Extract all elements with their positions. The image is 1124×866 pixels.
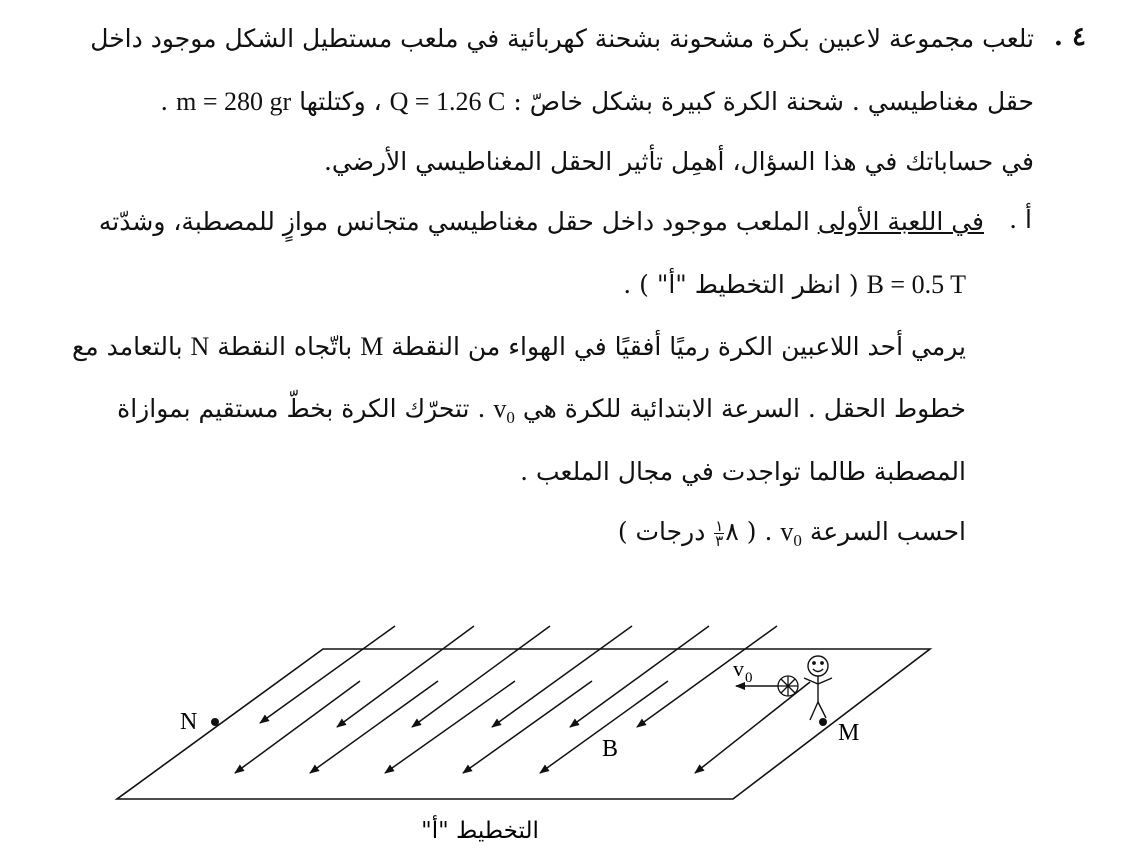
field-line-6 <box>637 626 777 727</box>
points-whole: ٨ <box>725 517 739 546</box>
point-n-dot <box>211 718 219 726</box>
label-b: B <box>602 736 619 762</box>
field-lines <box>235 626 810 773</box>
part-a-label: أ . <box>1009 205 1032 234</box>
point-m-dot <box>819 718 827 726</box>
intro-line-2-end: . <box>160 87 169 116</box>
part-a-first-game: في اللعبة الأولى <box>817 207 984 236</box>
mass-value: m = 280 gr <box>176 87 292 116</box>
points-denominator: ٣ <box>715 532 724 550</box>
field-line-3 <box>412 626 550 727</box>
straight-line-text: . تتحرّك الكرة بخطّ مستقيم بموازاة <box>117 394 486 423</box>
part-a-line-1-rest: الملعب موجود داخل حقل مغناطيسي متجانس موازٍ للمصطبة، وشدّته <box>98 207 818 236</box>
intro-line-3: في حساباتك في هذا السؤال، أهمِل تأثير الحقل المغناطيسي الأرضي. <box>323 147 1034 176</box>
perpendicular-text: بالتعامد مع <box>71 332 183 361</box>
direction-text: باتّجاه النقطة <box>217 332 353 361</box>
field-line-12 <box>695 682 810 773</box>
diagram-caption: التخطيط "أ" <box>421 818 539 844</box>
charge-value: Q = 1.26 C <box>389 87 506 116</box>
field-line-10 <box>463 681 592 773</box>
calc-period: . <box>764 517 773 546</box>
field-line-1 <box>260 626 395 723</box>
field-line-4 <box>492 626 632 727</box>
field-line-5 <box>570 626 709 727</box>
points-numerator: ١ <box>715 517 724 535</box>
field-value: B = 0.5 T <box>866 270 966 299</box>
points-open: ( <box>746 517 757 546</box>
player-icon <box>804 656 832 720</box>
court-parallelogram <box>117 649 930 799</box>
initial-speed-text: خطوط الحقل . السرعة الابتدائية للكرة هي <box>522 394 966 423</box>
velocity-label <box>733 656 753 686</box>
field-line-7 <box>235 681 360 773</box>
question-number: ٤ . <box>1053 22 1086 52</box>
part-a-line-5: المصطبة طالما تواجدت في مجال الملعب . <box>520 457 966 486</box>
field-line-2 <box>337 626 474 727</box>
point-m-text: M <box>360 332 384 361</box>
v-subscript: 0 <box>506 408 515 427</box>
v-letter: v <box>493 394 507 423</box>
label-m: M <box>838 720 860 746</box>
intro-line-2-text: حقل مغناطيسي . شحنة الكرة كبيرة بشكل خاصّ : <box>513 87 1034 116</box>
points-word: درجات ) <box>617 517 706 546</box>
intro-line-1: تلعب مجموعة لاعبين بكرة مشحونة بشحنة كهربائية في ملعب مستطيل الشكل موجود داخل <box>90 24 1034 53</box>
point-n-text: N <box>190 332 210 361</box>
velocity-label-sub: 0 <box>745 670 753 686</box>
intro-line-2-mass-word: ، وكتلتها <box>299 87 382 116</box>
field-line-8 <box>310 681 438 773</box>
ball-icon <box>778 676 798 696</box>
label-n: N <box>180 709 198 735</box>
v-subscript-2: 0 <box>793 531 802 550</box>
v-letter-2: v <box>780 517 794 546</box>
see-diagram: ( انظر التخطيط "أ" ) . <box>623 270 859 299</box>
field-line-9 <box>385 681 515 773</box>
calc-text: احسب السرعة <box>809 517 966 546</box>
throw-text: يرمي أحد اللاعبين الكرة رميًا أفقيًا في الهواء من النقطة <box>391 332 966 361</box>
velocity-label-v: v <box>733 656 744 681</box>
